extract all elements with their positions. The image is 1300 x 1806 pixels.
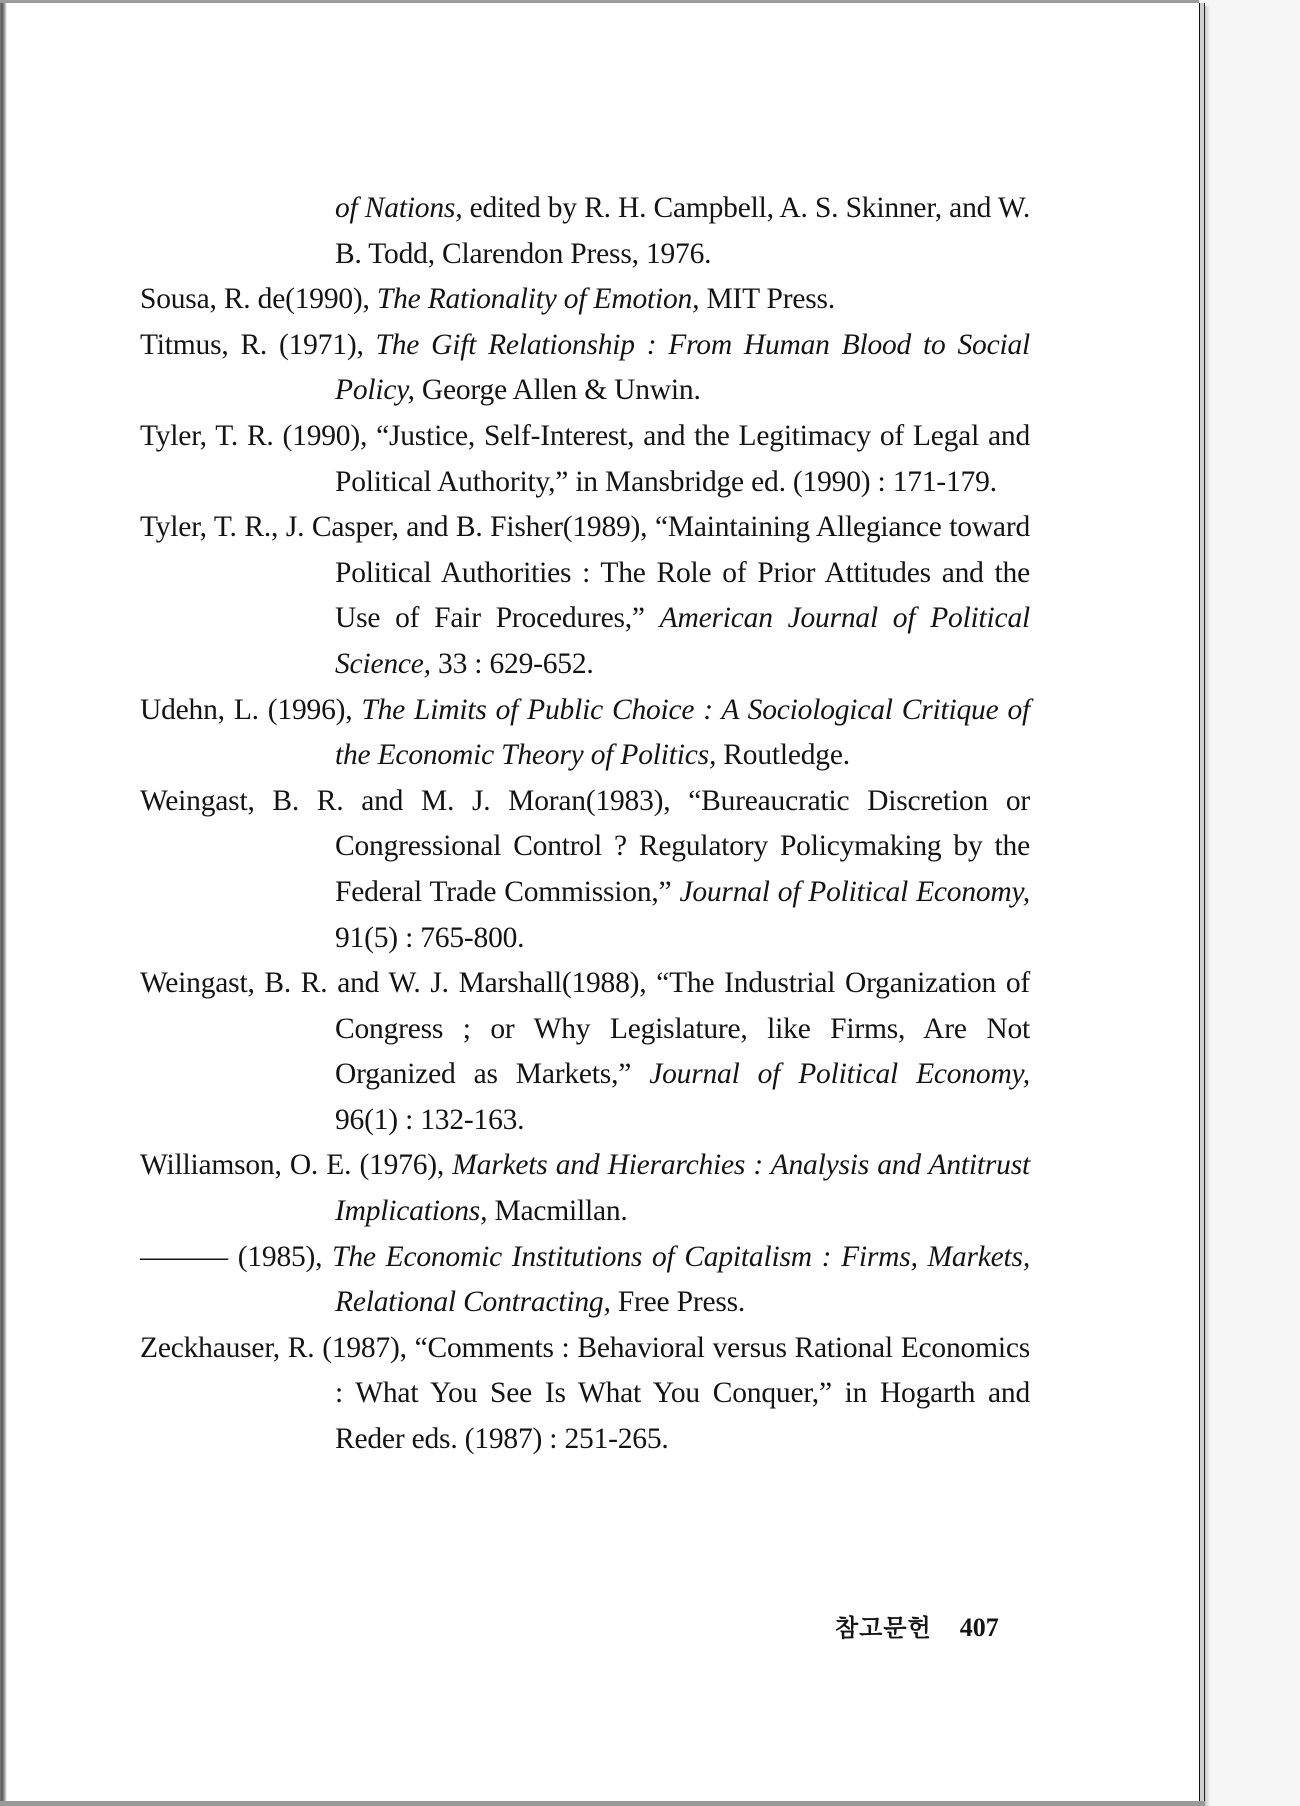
reference-title-italic: The Economic Institutions of Capitalism : Firms, Markets, Relational Contracting, — [332, 1240, 1030, 1319]
reference-entry — [140, 1143, 1030, 1234]
running-footer-title: 참고문헌 — [835, 1614, 932, 1642]
reference-text: Tyler, T. R., J. Casper, and B. Fisher(1989), “Maintaining Allegiance toward Political Authorities : The Role of Prior Attitudes and the Use of Fair Procedures,” — [140, 511, 1030, 635]
reference-text: edited by R. H. Campbell, A. S. Skinner, and W. B. Todd, Clarendon Press, 1976. — [335, 192, 1031, 270]
reference-text: Weingast, B. R. and W. J. Marshall(1988), “The Industrial Organization of Congress ; or Why Legislature, like Firms, Are Not Organized as Markets,” — [140, 967, 1030, 1091]
reference-text: Tyler, T. R. (1990), “Justice, Self-Interest, and the Legitimacy of Legal and Political Authority,” in Mansbridge ed. (1990) : 171-179. — [140, 419, 1030, 498]
reference-entry — [140, 323, 1030, 414]
reference-text: 96(1) : 132-163. — [335, 1103, 525, 1136]
reference-text: Zeckhauser, R. (1987), “Comments : Behavioral versus Rational Economics : What You See Is What You Conquer,” in Hogarth and Reder eds. (1987) : 251-265. — [140, 1331, 1030, 1456]
reference-list — [140, 186, 1030, 1463]
reference-entry — [140, 1235, 1030, 1326]
page-left-edge — [0, 3, 7, 1803]
reference-title-italic: The Gift Relationship : From Human Blood to Social Policy, — [335, 328, 1031, 407]
reference-title-italic: of Nations, — [335, 192, 463, 224]
reference-entry — [140, 414, 1030, 505]
reference-text: 91(5) : 765-800. — [335, 921, 525, 954]
reference-text: 33 : 629-652. — [430, 647, 594, 680]
reference-entry — [140, 961, 1030, 1143]
page-number: 407 — [959, 1613, 999, 1642]
reference-entry — [140, 505, 1030, 687]
reference-text: Sousa, R. de(1990), — [140, 283, 377, 316]
reference-title-italic: Journal of Political Economy, — [679, 875, 1030, 908]
page-footer — [835, 1608, 999, 1643]
reference-text: Macmillan. — [487, 1195, 628, 1228]
reference-text: Routledge. — [716, 739, 850, 772]
reference-entry — [140, 1326, 1030, 1463]
reference-title-italic: Markets and Hierarchies : Analysis and Antitrust Implications, — [335, 1149, 1030, 1228]
reference-entry — [140, 779, 1030, 961]
reference-entry — [140, 277, 1030, 323]
reference-title-italic: American Journal of Political Science, — [335, 602, 1030, 680]
reference-text: Weingast, B. R. and M. J. Moran(1983), “Bureaucratic Discretion or Congressional Control ? Regulatory Policymaking by the Federal Trade Commission,” — [140, 784, 1030, 908]
reference-text: Udehn, L. (1996), — [140, 693, 362, 726]
reference-entry-continuation — [140, 186, 1030, 277]
reference-title-italic: The Limits of Public Choice : A Sociological Critique of the Economic Theory of Politics, — [335, 693, 1031, 772]
reference-text: ——— (1985), — [140, 1240, 333, 1273]
reference-entry — [140, 688, 1030, 779]
reference-title-italic: The Rationality of Emotion, — [376, 283, 700, 316]
reference-text: MIT Press. — [699, 283, 836, 316]
reference-text: Titmus, R. (1971), — [140, 328, 376, 361]
reference-text: George Allen & Unwin. — [414, 374, 701, 407]
page-shadow — [1205, 6, 1210, 1806]
page-bottom-edge — [0, 1801, 1205, 1806]
reference-text: Free Press. — [610, 1286, 746, 1319]
reference-text: Williamson, O. E. (1976), — [140, 1149, 453, 1182]
reference-title-italic: Journal of Political Economy, — [649, 1058, 1030, 1091]
